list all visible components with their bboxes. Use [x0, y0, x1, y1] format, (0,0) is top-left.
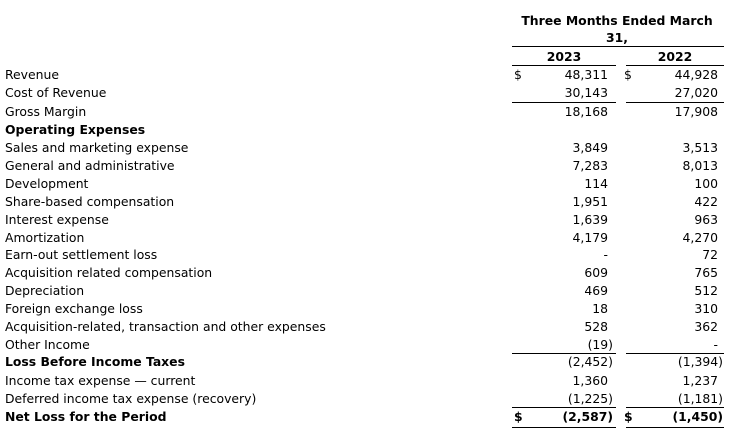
row-label-revenue: Revenue — [5, 67, 59, 82]
value-2023: (2,587) — [562, 409, 613, 424]
dollar-sign: $ — [514, 409, 523, 424]
row-label-development: Development — [5, 176, 89, 191]
header-rule — [512, 46, 724, 47]
row-label-acquisition-transaction-other: Acquisition-related, transaction and other expenses — [5, 319, 326, 334]
row-label-depreciation: Depreciation — [5, 283, 85, 298]
value-2022: 1,237 — [682, 373, 718, 388]
row-label-cost-of-revenue: Cost of Revenue — [5, 85, 107, 100]
value-2023: 528 — [584, 319, 608, 334]
value-2023: 18,168 — [564, 104, 608, 119]
value-2022: 3,513 — [682, 140, 718, 155]
row-label-amortization: Amortization — [5, 230, 85, 245]
value-2022: 765 — [694, 265, 718, 280]
row-label-earn-out-settlement-loss: Earn-out settlement loss — [5, 247, 158, 262]
value-2022: (1,450) — [672, 409, 723, 424]
value-2023: 18 — [592, 301, 608, 316]
row-label-interest-expense: Interest expense — [5, 212, 109, 227]
dollar-sign: $ — [514, 67, 522, 82]
value-2023: (1,225) — [567, 391, 613, 406]
value-2023: 1,639 — [572, 212, 608, 227]
total-rule-2022 — [626, 427, 724, 428]
period-header: Three Months Ended March 31, — [521, 13, 713, 45]
row-label-general-admin: General and administrative — [5, 158, 175, 173]
value-2022: 362 — [694, 319, 718, 334]
value-2022: 100 — [694, 176, 718, 191]
column-header-2023: 2023 — [546, 49, 582, 64]
row-label-sales-marketing: Sales and marketing expense — [5, 140, 189, 155]
row-label-other-income: Other Income — [5, 337, 90, 352]
value-2023: 1,951 — [572, 194, 608, 209]
value-2023: 469 — [584, 283, 608, 298]
row-label-foreign-exchange-loss: Foreign exchange loss — [5, 301, 143, 316]
value-2023: 609 — [584, 265, 608, 280]
value-2023: 3,849 — [572, 140, 608, 155]
dollar-sign: $ — [624, 67, 632, 82]
value-2022: 310 — [694, 301, 718, 316]
row-label-income-tax-current: Income tax expense — current — [5, 373, 196, 388]
value-2022: 27,020 — [674, 85, 718, 100]
value-2023: 48,311 — [564, 67, 608, 82]
value-2022: (1,181) — [677, 391, 723, 406]
row-label-deferred-income-tax: Deferred income tax expense (recovery) — [5, 391, 257, 406]
value-2022: 8,013 — [682, 158, 718, 173]
value-2023: (2,452) — [567, 354, 613, 369]
value-2023: - — [603, 247, 608, 262]
value-2022: 44,928 — [674, 67, 718, 82]
value-2022: 17,908 — [674, 104, 718, 119]
row-label-share-based-compensation: Share-based compensation — [5, 194, 175, 209]
value-2023: 1,360 — [572, 373, 608, 388]
value-2023: 7,283 — [572, 158, 608, 173]
row-label-loss-before-income-taxes: Loss Before Income Taxes — [5, 354, 185, 369]
value-2022: - — [713, 337, 718, 352]
value-2022: (1,394) — [677, 354, 723, 369]
value-2023: (19) — [587, 337, 613, 352]
dollar-sign: $ — [624, 409, 633, 424]
total-rule-2023 — [512, 427, 616, 428]
value-2022: 72 — [702, 247, 718, 262]
row-label-acquisition-related-compensation: Acquisition related compensation — [5, 265, 213, 280]
row-label-net-loss: Net Loss for the Period — [5, 409, 167, 424]
row-label-gross-margin: Gross Margin — [5, 104, 87, 119]
value-2022: 963 — [694, 212, 718, 227]
column-header-2022: 2022 — [657, 49, 693, 64]
value-2023: 30,143 — [564, 85, 608, 100]
value-2023: 114 — [584, 176, 608, 191]
value-2023: 4,179 — [572, 230, 608, 245]
value-2022: 512 — [694, 283, 718, 298]
value-2022: 4,270 — [682, 230, 718, 245]
row-label-operating-expenses: Operating Expenses — [5, 122, 146, 137]
value-2022: 422 — [694, 194, 718, 209]
